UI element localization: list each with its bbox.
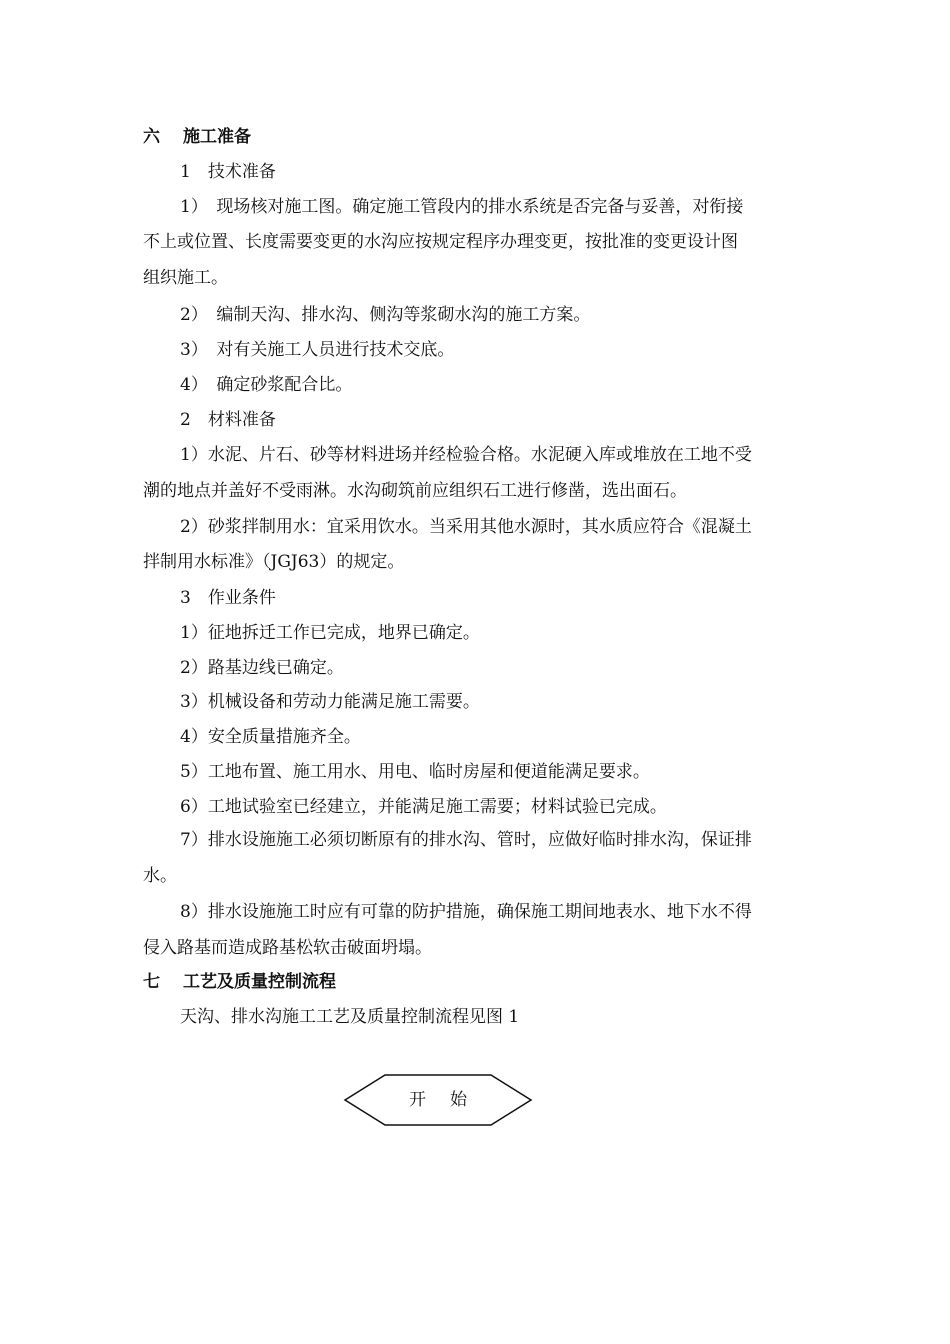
material-item-1-line-2: 潮的地点并盖好不受雨淋。水沟砌筑前应组织石工进行修凿，选出面石。 bbox=[143, 481, 687, 501]
condition-item-7-line-2: 水。 bbox=[143, 866, 177, 886]
material-item-2-line-1: 2）砂浆拌制用水：宜采用饮水。当采用其他水源时，其水质应符合《混凝土 bbox=[180, 517, 752, 537]
tech-item-1-line-1: 1） 现场核对施工图。确定施工管段内的排水系统是否完备与妥善，对衔接 bbox=[180, 197, 744, 217]
tech-item-4: 4） 确定砂浆配合比。 bbox=[180, 375, 353, 395]
condition-item-5: 5）工地布置、施工用水、用电、临时房屋和便道能满足要求。 bbox=[180, 762, 650, 782]
flowchart-start-label: 开始 bbox=[409, 1090, 491, 1110]
condition-item-4: 4）安全质量措施齐全。 bbox=[180, 727, 361, 747]
condition-item-7-line-1: 7）排水设施施工必须切断原有的排水沟、管时，应做好临时排水沟，保证排 bbox=[180, 830, 752, 850]
material-item-1-line-1: 1）水泥、片石、砂等材料进场并经检验合格。水泥硬入库或堆放在工地不受 bbox=[180, 445, 752, 465]
section-6-title: 施工准备 bbox=[183, 127, 251, 147]
tech-item-2: 2） 编制天沟、排水沟、侧沟等浆砌水沟的施工方案。 bbox=[180, 305, 591, 325]
section-7-heading bbox=[143, 970, 811, 994]
section-6-heading bbox=[143, 125, 811, 149]
condition-item-6: 6）工地试验室已经建立，并能满足施工需要；材料试验已完成。 bbox=[180, 797, 667, 817]
section-7-number: 七 bbox=[143, 972, 160, 992]
condition-item-8-line-1: 8）排水设施施工时应有可靠的防护措施，确保施工期间地表水、地下水不得 bbox=[180, 902, 752, 922]
section-6-number: 六 bbox=[143, 127, 160, 147]
material-item-2-line-2: 拌制用水标准》（JGJ63）的规定。 bbox=[143, 552, 405, 572]
material-prep-heading: 2 材料准备 bbox=[180, 410, 276, 430]
tech-prep-heading: 1 技术准备 bbox=[180, 162, 276, 182]
condition-item-2: 2）路基边线已确定。 bbox=[180, 658, 344, 678]
tech-item-1-line-2: 不上或位置、长度需要变更的水沟应按规定程序办理变更，按批准的变更设计图 bbox=[143, 232, 738, 252]
condition-item-3: 3）机械设备和劳动力能满足施工需要。 bbox=[180, 692, 480, 712]
condition-item-8-line-2: 侵入路基而造成路基松软击破面坍塌。 bbox=[143, 938, 432, 958]
tech-item-1-line-3: 组织施工。 bbox=[143, 268, 228, 288]
section-7-title: 工艺及质量控制流程 bbox=[183, 972, 336, 992]
section-7-intro: 天沟、排水沟施工工艺及质量控制流程见图 1 bbox=[180, 1007, 520, 1027]
work-conditions-heading: 3 作业条件 bbox=[180, 588, 276, 608]
tech-item-3: 3） 对有关施工人员进行技术交底。 bbox=[180, 340, 455, 360]
condition-item-1: 1）征地拆迁工作已完成，地界已确定。 bbox=[180, 623, 480, 643]
flowchart-start-node bbox=[343, 1073, 533, 1127]
